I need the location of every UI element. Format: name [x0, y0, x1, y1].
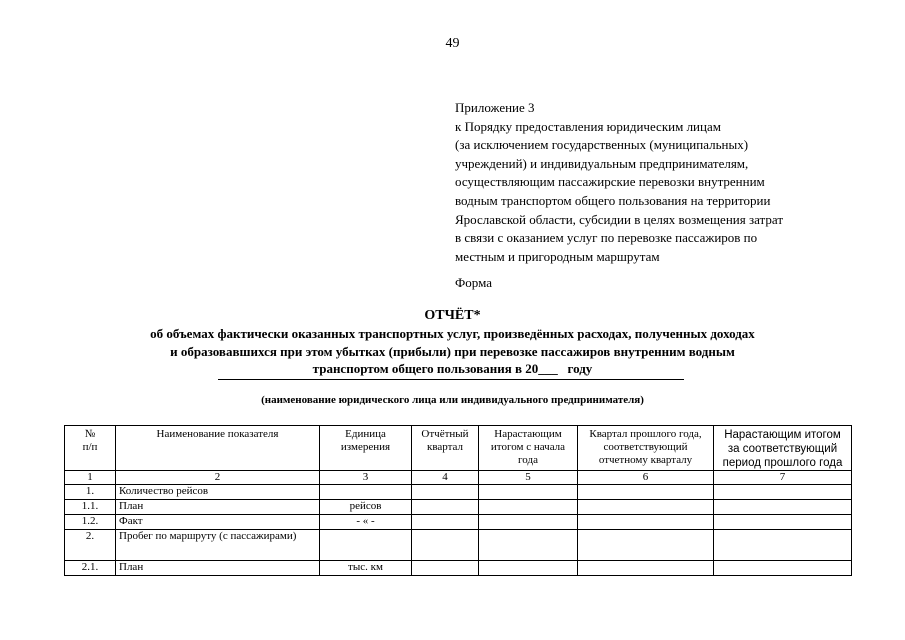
table-row: [65, 561, 852, 576]
cell-ytd: [479, 530, 578, 561]
table-row: [65, 500, 852, 515]
appendix-line: осуществляющим пассажирские перевозки внутренним: [455, 174, 765, 190]
column-number: 5: [479, 471, 578, 485]
row-number: 2.: [65, 530, 116, 561]
row-number: 1.1.: [65, 500, 116, 515]
cell-report-quarter: [412, 500, 479, 515]
appendix-line: в связи с оказанием услуг по перевозке пассажиров по: [455, 230, 758, 246]
cell-prev-year-ytd: [714, 515, 852, 530]
cell-report-quarter: [412, 561, 479, 576]
appendix-line: местным и пригородным маршрутам: [455, 248, 660, 264]
cell-prev-year-ytd: [714, 561, 852, 576]
appendix-line: учреждений) и индивидуальным предпринимателям,: [455, 155, 749, 171]
header-no: № п/п: [65, 426, 116, 471]
report-table: [64, 425, 852, 576]
report-subtitle: [0, 325, 905, 378]
cell-prev-year-ytd: [714, 485, 852, 500]
header-ytd: Нарастающим итогом с начала года: [479, 426, 578, 471]
row-unit: рейсов: [320, 500, 412, 515]
column-number: 1: [65, 471, 116, 485]
appendix-line: водным транспортом общего пользования на территории: [455, 192, 771, 208]
organization-name-line: [218, 379, 684, 380]
row-indicator: План: [116, 500, 320, 515]
appendix-header: [455, 99, 885, 266]
header-report-quarter: Отчётный квартал: [412, 426, 479, 471]
report-subtitle-line: и образовавшихся при этом убытках (прибыли) при перевозке пассажиров внутренним водным: [170, 343, 735, 359]
cell-prev-year-quarter: [578, 530, 714, 561]
column-number: 4: [412, 471, 479, 485]
cell-ytd: [479, 515, 578, 530]
column-number: 3: [320, 471, 412, 485]
cell-prev-year-quarter: [578, 515, 714, 530]
row-number: 1.: [65, 485, 116, 500]
form-label: Форма: [455, 275, 492, 290]
column-number-row: [65, 471, 852, 485]
table-row: [65, 530, 852, 561]
cell-report-quarter: [412, 485, 479, 500]
page-number: 49: [445, 36, 460, 51]
cell-prev-year-quarter: [578, 485, 714, 500]
appendix-line: Ярославской области, субсидии в целях возмещения затрат: [455, 211, 783, 227]
table-row: [65, 515, 852, 530]
header-prev-year-ytd: Нарастающим итогом за соответствующий период прошлого года: [714, 426, 852, 471]
row-unit: [320, 485, 412, 500]
appendix-line: (за исключением государственных (муниципальных): [455, 137, 749, 153]
cell-ytd: [479, 561, 578, 576]
cell-prev-year-ytd: [714, 500, 852, 515]
cell-ytd: [479, 485, 578, 500]
header-unit: Единица измерения: [320, 426, 412, 471]
organization-name-caption: (наименование юридического лица или индивидуального предпринимателя): [261, 394, 644, 406]
cell-report-quarter: [412, 530, 479, 561]
column-number: 2: [116, 471, 320, 485]
header-indicator-name: Наименование показателя: [116, 426, 320, 471]
row-number: 1.2.: [65, 515, 116, 530]
report-subtitle-line: транспортом общего пользования в 20___ году: [312, 361, 593, 376]
column-number: 7: [714, 471, 852, 485]
row-indicator: Факт: [116, 515, 320, 530]
column-number: 6: [578, 471, 714, 485]
row-indicator: Пробег по маршруту (с пассажирами): [116, 530, 320, 561]
row-indicator: План: [116, 561, 320, 576]
row-indicator: Количество рейсов: [116, 485, 320, 500]
table-row: [65, 485, 852, 500]
cell-prev-year-ytd: [714, 530, 852, 561]
row-number: 2.1.: [65, 561, 116, 576]
appendix-line: к Порядку предоставления юридическим лицам: [455, 118, 721, 134]
report-subtitle-line: об объемах фактически оказанных транспортных услуг, произведённых расходах, полученных доходах: [150, 326, 755, 341]
cell-ytd: [479, 500, 578, 515]
header-prev-year-quarter: Квартал прошлого года, соответствующий отчетному кварталу: [578, 426, 714, 471]
row-unit: [320, 530, 412, 561]
row-unit: - « -: [320, 515, 412, 530]
cell-prev-year-quarter: [578, 500, 714, 515]
appendix-line: Приложение 3: [455, 100, 535, 115]
cell-report-quarter: [412, 515, 479, 530]
report-title: ОТЧЁТ*: [424, 308, 481, 323]
cell-prev-year-quarter: [578, 561, 714, 576]
row-unit: тыс. км: [320, 561, 412, 576]
